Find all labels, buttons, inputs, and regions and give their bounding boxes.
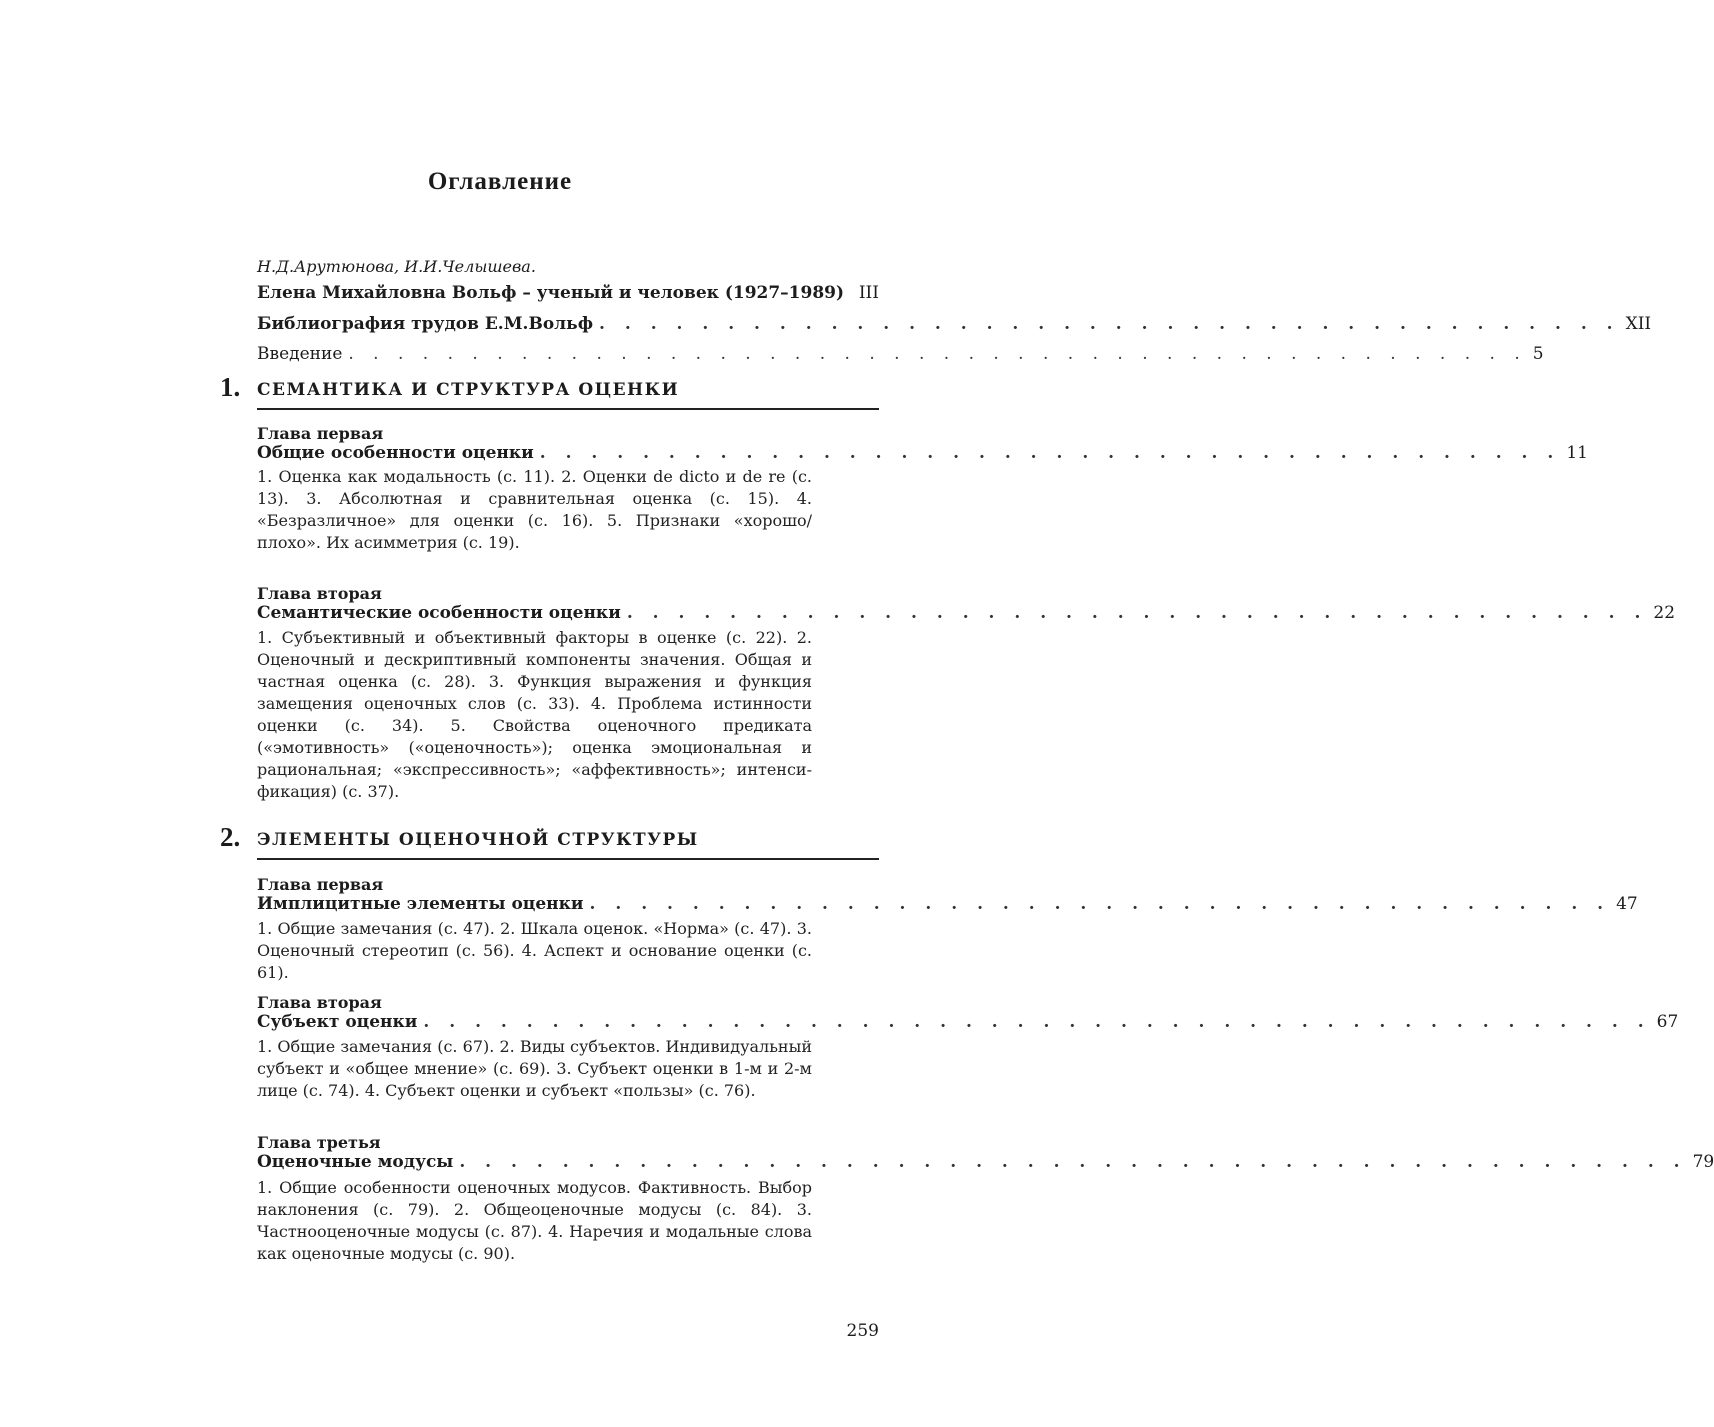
toc-entry-chapter[interactable] xyxy=(257,443,1588,463)
part-2-number: 2. xyxy=(220,822,241,852)
chapter-description: 1. Общие замечания (с. 67). 2. Виды субъектов. Индивидуальный субъект и «общее мнение» (с. 69). 3. Субъект оценки в 1-м и 2-м лице (с. 74). 4. Субъект оценки и субъект «пользы» (с. 76). xyxy=(257,1037,812,1100)
part-1-rule xyxy=(257,408,879,410)
toc-entry-label: Общие особенности оценки xyxy=(257,443,534,463)
toc-entry-chapter[interactable] xyxy=(257,603,1676,623)
leader-dots: . . . . . . . . . . . . . . . . . . . . . . . . . . . . . . . . . . . . . . . . xyxy=(589,894,1611,914)
toc-entry-label: Семантические особенности оценки xyxy=(257,603,621,623)
chapter-label: Глава третья xyxy=(257,1133,381,1152)
toc-entry-chapter[interactable] xyxy=(257,894,1638,914)
toc-entry-page: 22 xyxy=(1653,603,1676,623)
toc-entry-page: 79 xyxy=(1692,1152,1714,1172)
toc-entry-label: Субъект оценки xyxy=(257,1012,418,1032)
toc-entry-chapter[interactable] xyxy=(257,1152,1714,1172)
chapter-description: 1. Общие замечания (с. 47). 2. Шкала оценок. «Норма» (с. 47). 3. Оценочный стереотип (с. 56). 4. Аспект и основание оценки (с. 61). xyxy=(257,919,812,982)
front-authors: Н.Д.Арутюнова, И.И.Челышева. xyxy=(257,257,536,276)
leader-dots: . . . . . . . . . . . . . . . . . . . . . . . . . . . . . . . . . . . . . . . . . . . . . . . . xyxy=(459,1152,1687,1172)
toc-entry-bibliography[interactable] xyxy=(257,314,1652,334)
toc-entry-label: Елена Михайловна Вольф – ученый и человек (1927–1989) xyxy=(257,283,845,303)
chapter-label: Глава вторая xyxy=(257,584,382,603)
part-1-number: 1. xyxy=(220,372,241,402)
chapter-label: Глава первая xyxy=(257,424,384,443)
toc-entry-biography[interactable] xyxy=(257,283,879,303)
leader-dots: . . . . . . . . . . . . . . . . . . . . . . . . . . . . . . . . . . . . . . . . xyxy=(539,443,1561,463)
leader-dots: . . . . . . . . . . . . . . . . . . . . . . . . . . . . . . . . . . . . . . . . xyxy=(599,314,1620,334)
part-2-rule xyxy=(257,858,879,860)
toc-entry-page: 67 xyxy=(1656,1012,1679,1032)
chapter-label: Глава вторая xyxy=(257,993,382,1012)
toc-entry-page: 47 xyxy=(1616,894,1638,914)
chapter-label: Глава первая xyxy=(257,875,384,894)
toc-entry-page: 5 xyxy=(1532,344,1544,364)
page-title: Оглавление xyxy=(427,168,573,195)
toc-entry-page: XII xyxy=(1625,314,1652,334)
toc-entry-label: Оценочные модусы xyxy=(257,1152,454,1172)
toc-entry-label: Имплицитные элементы оценки xyxy=(257,894,584,914)
toc-entry-page: 11 xyxy=(1566,443,1588,463)
leader-dots: . . . . . . . . . . . . . . . . . . . . . . . . . . . . . . . . . . . . . . . . . . . . . . . . xyxy=(348,344,1527,364)
toc-entry-chapter[interactable] xyxy=(257,1012,1679,1032)
page-number: 259 xyxy=(846,1321,879,1341)
toc-entry-label: Введение xyxy=(257,344,343,364)
leader-dots: . . . . . . . . . . . . . . . . . . . . . . . . . . . . . . . . . . . . . . . . . . . . . . . . xyxy=(423,1012,1651,1032)
leader-dots: . . . . . . . . . . . . . . . . . . . . . . . . . . . . . . . . . . . . . . . . xyxy=(626,603,1648,623)
toc-entry-introduction[interactable] xyxy=(257,344,1544,364)
chapter-description: 1. Оценка как модальность (с. 11). 2. Оценки de dicto и de re (с. 13). 3. Абсолютная и сравнительная оценка (с. 15). 4. «Безразличное» для оценки (с. 16). 5. Признаки «хорошо/плохо». Их асимметрия (с. 19). xyxy=(257,467,812,552)
toc-entry-page: III xyxy=(858,283,879,303)
toc-entry-label: Библиография трудов Е.М.Вольф xyxy=(257,314,594,334)
chapter-description: 1. Общие особенности оценочных модусов. Фактивность. Выбор наклонения (с. 79). 2. Общеоценочные модусы (с. 84). 3. Частнооценочные модусы (с. 87). 4. Наречия и модальные слова как оценочные модусы (с. 90). xyxy=(257,1178,812,1263)
part-2-title: ЭЛЕМЕНТЫ ОЦЕНОЧНОЙ СТРУКТУРЫ xyxy=(257,830,699,850)
chapter-description: 1. Субъективный и объективный факторы в оценке (с. 22). 2. Оценочный и дескриптивный компоненты значения. Общая и частная оценка (с. 28). 3. Функция выражения и функция замещения оценочных слов (с. 33). 4. Проблема истинности оценки (с. 34). 5. Свойства оценочного предиката («эмотивность» («оценочность»); оценка эмоциональная и рациональная; «экспрессивность»; «аффективность»; интенсификация) (с. 37). xyxy=(257,628,812,801)
part-1-title: СЕМАНТИКА И СТРУКТУРА ОЦЕНКИ xyxy=(257,380,680,400)
